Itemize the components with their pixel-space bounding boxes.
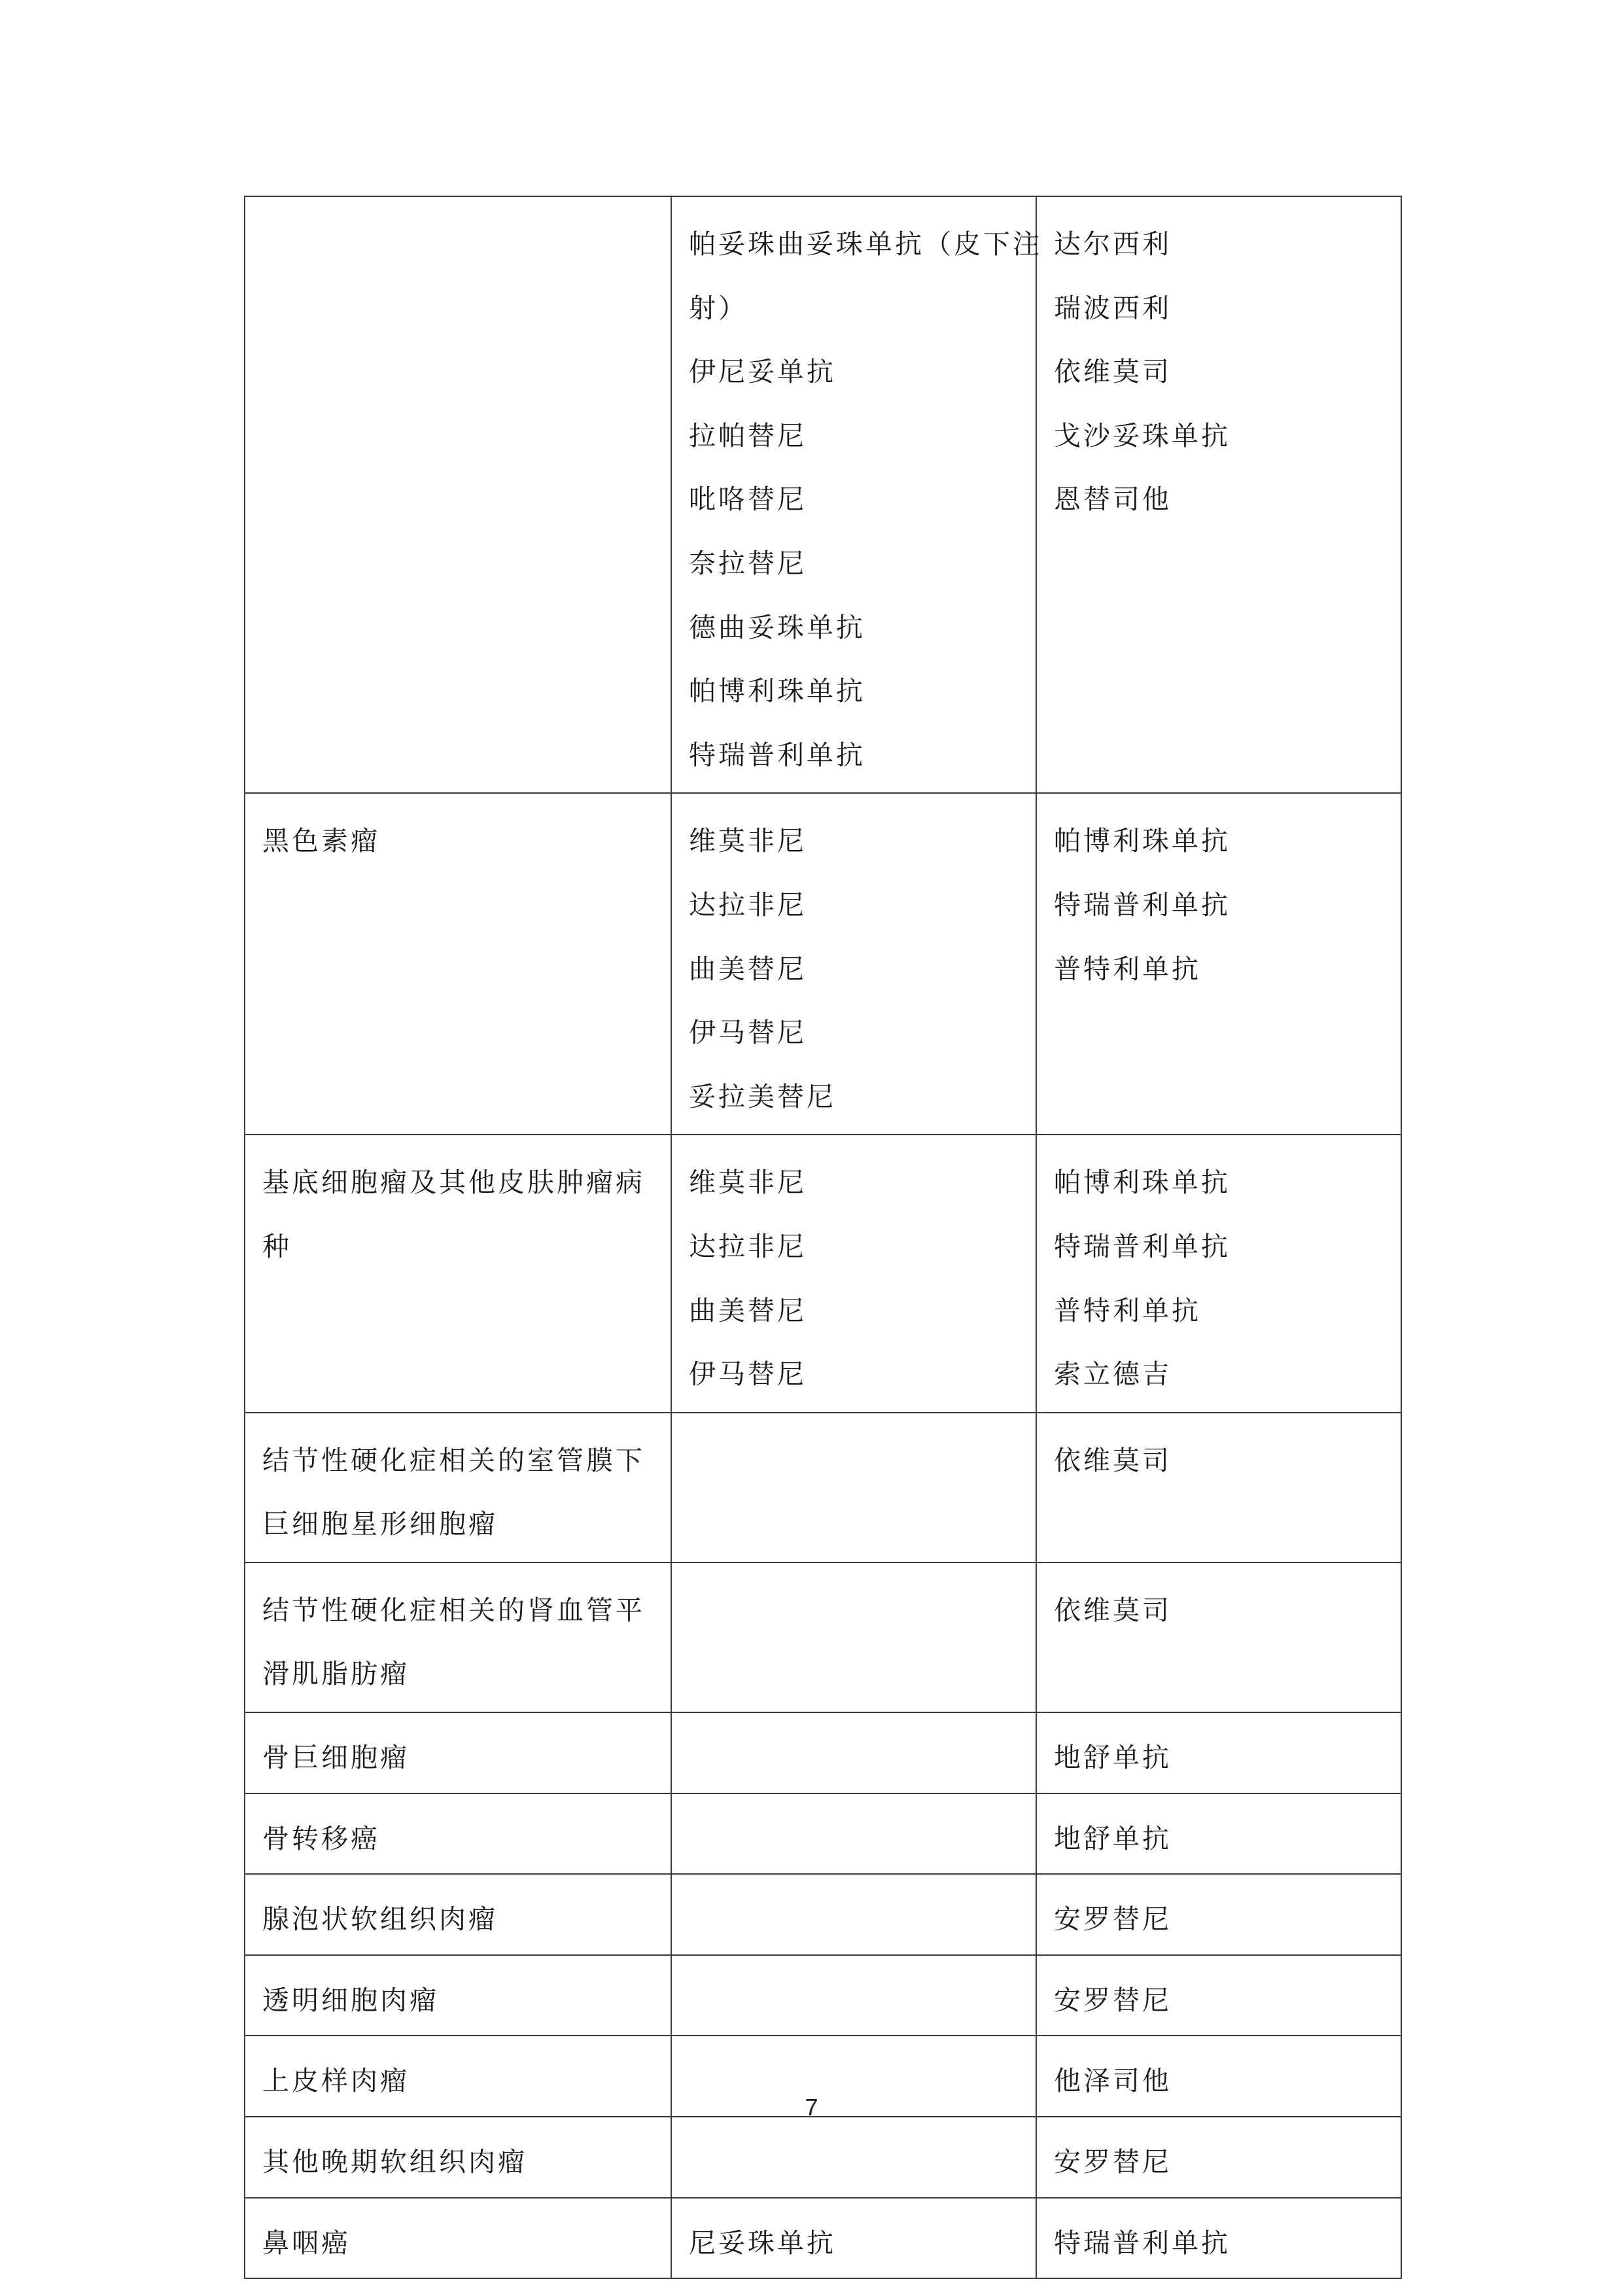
drug-name: 普特利单抗 (1054, 953, 1201, 985)
disease-name: 骨巨细胞瘤 (262, 1742, 410, 1774)
drug-name: 射） (689, 292, 748, 324)
disease-cell (245, 793, 671, 1135)
disease-cell (245, 1874, 671, 1955)
drug-cell-col2 (671, 2198, 1036, 2279)
drug-name: 伊尼妥单抗 (689, 356, 836, 388)
drug-name: 奈拉替尼 (689, 547, 807, 579)
drug-cell-col2 (671, 1413, 1036, 1563)
disease-cell (245, 1793, 671, 1875)
table-row (245, 1413, 1401, 1563)
drug-name: 帕博利珠单抗 (689, 675, 865, 707)
drug-cell-col2 (671, 1955, 1036, 2036)
disease-cell (245, 2198, 671, 2279)
page-number: 7 (805, 2094, 818, 2121)
drug-name: 维莫非尼 (689, 1167, 807, 1199)
disease-name: 骨转移癌 (262, 1822, 380, 1854)
drug-name: 地舒单抗 (1054, 1742, 1172, 1774)
disease-name: 透明细胞肉瘤 (262, 1984, 439, 2016)
drug-cell-col3 (1036, 2198, 1401, 2279)
disease-name: 其他晚期软组织肉瘤 (262, 2146, 527, 2178)
drug-cell-col2 (671, 1874, 1036, 1955)
drug-name: 拉帕替尼 (689, 419, 807, 451)
drug-cell-col3 (1036, 1563, 1401, 1712)
disease-cell (245, 1955, 671, 2036)
disease-name: 上皮样肉瘤 (262, 2065, 410, 2097)
drug-name: 妥拉美替尼 (689, 1080, 836, 1112)
drug-name: 曲美替尼 (689, 1294, 807, 1326)
drug-name: 普特利单抗 (1054, 1294, 1201, 1326)
disease-cell (245, 2117, 671, 2198)
drug-name: 依维莫司 (1054, 1444, 1172, 1476)
drug-name: 吡咯替尼 (689, 484, 807, 516)
drug-name: 尼妥珠单抗 (689, 2227, 836, 2259)
table-row (245, 1955, 1401, 2036)
drug-name: 德曲妥珠单抗 (689, 611, 865, 643)
drug-name: 维莫非尼 (689, 825, 807, 857)
table-row (245, 2198, 1401, 2279)
drug-name: 他泽司他 (1054, 2065, 1172, 2097)
drug-cell-col3 (1036, 1413, 1401, 1563)
drug-cell-col3 (1036, 196, 1401, 793)
drug-name: 帕博利珠单抗 (1054, 825, 1230, 857)
drug-name: 曲美替尼 (689, 953, 807, 985)
drug-cell-col2 (671, 196, 1042, 793)
table-row (245, 196, 1401, 793)
drug-cell-col3 (1036, 1874, 1401, 1955)
drug-cell-col2 (671, 1712, 1036, 1793)
disease-cell (245, 1135, 671, 1412)
table-row (245, 1135, 1401, 1412)
drug-cell-col2 (671, 793, 1036, 1135)
disease-cell (245, 1563, 671, 1712)
drug-name: 索立德吉 (1054, 1358, 1172, 1390)
disease-cell (245, 196, 671, 793)
disease-name: 腺泡状软组织肉瘤 (262, 1903, 498, 1935)
drug-cell-col3 (1036, 1793, 1401, 1875)
drug-cell-col3 (1036, 2117, 1401, 2198)
drug-name: 地舒单抗 (1054, 1822, 1172, 1854)
table-row (245, 2117, 1401, 2198)
disease-name: 基底细胞瘤及其他皮肤肿瘤病种 (262, 1167, 645, 1262)
drug-name: 特瑞普利单抗 (1054, 1230, 1230, 1262)
disease-cell (245, 1712, 671, 1793)
drug-name: 依维莫司 (1054, 356, 1172, 388)
disease-name: 鼻咽癌 (262, 2227, 351, 2259)
drug-cell-col2 (671, 2117, 1036, 2198)
drug-cell-col3 (1036, 1955, 1401, 2036)
drug-cell-col3 (1036, 793, 1401, 1135)
drug-name: 伊马替尼 (689, 1358, 807, 1390)
drug-name: 恩替司他 (1054, 484, 1172, 516)
drug-name: 达拉非尼 (689, 889, 807, 921)
disease-name: 结节性硬化症相关的肾血管平滑肌脂肪瘤 (262, 1594, 645, 1690)
drug-cell-col3 (1036, 1135, 1401, 1412)
drug-name: 达尔西利 (1054, 228, 1172, 260)
table-row (245, 1712, 1401, 1793)
drug-name: 帕妥珠曲妥珠单抗（皮下注 (689, 228, 1042, 260)
drug-indication-table (244, 196, 1402, 2279)
drug-name: 特瑞普利单抗 (1054, 889, 1230, 921)
table-row (245, 1793, 1401, 1875)
drug-name: 瑞波西利 (1054, 292, 1172, 324)
drug-name: 伊马替尼 (689, 1017, 807, 1049)
disease-name: 黑色素瘤 (262, 825, 380, 857)
drug-name: 安罗替尼 (1054, 1903, 1172, 1935)
drug-cell-col2 (671, 1793, 1036, 1875)
table-row (245, 1874, 1401, 1955)
drug-cell-col3 (1036, 1712, 1401, 1793)
drug-name: 安罗替尼 (1054, 2146, 1172, 2178)
drug-name: 安罗替尼 (1054, 1984, 1172, 2016)
drug-cell-col2 (671, 1563, 1036, 1712)
table-row (245, 793, 1401, 1135)
disease-name: 结节性硬化症相关的室管膜下巨细胞星形细胞瘤 (262, 1444, 645, 1540)
drug-name: 戈沙妥珠单抗 (1054, 419, 1230, 451)
drug-name: 帕博利珠单抗 (1054, 1167, 1230, 1199)
drug-name: 依维莫司 (1054, 1594, 1172, 1626)
table-row (245, 1563, 1401, 1712)
disease-cell (245, 1413, 671, 1563)
drug-name: 特瑞普利单抗 (689, 739, 865, 771)
drug-cell-col2 (671, 1135, 1036, 1412)
drug-name: 达拉非尼 (689, 1230, 807, 1262)
drug-name: 特瑞普利单抗 (1054, 2227, 1230, 2259)
